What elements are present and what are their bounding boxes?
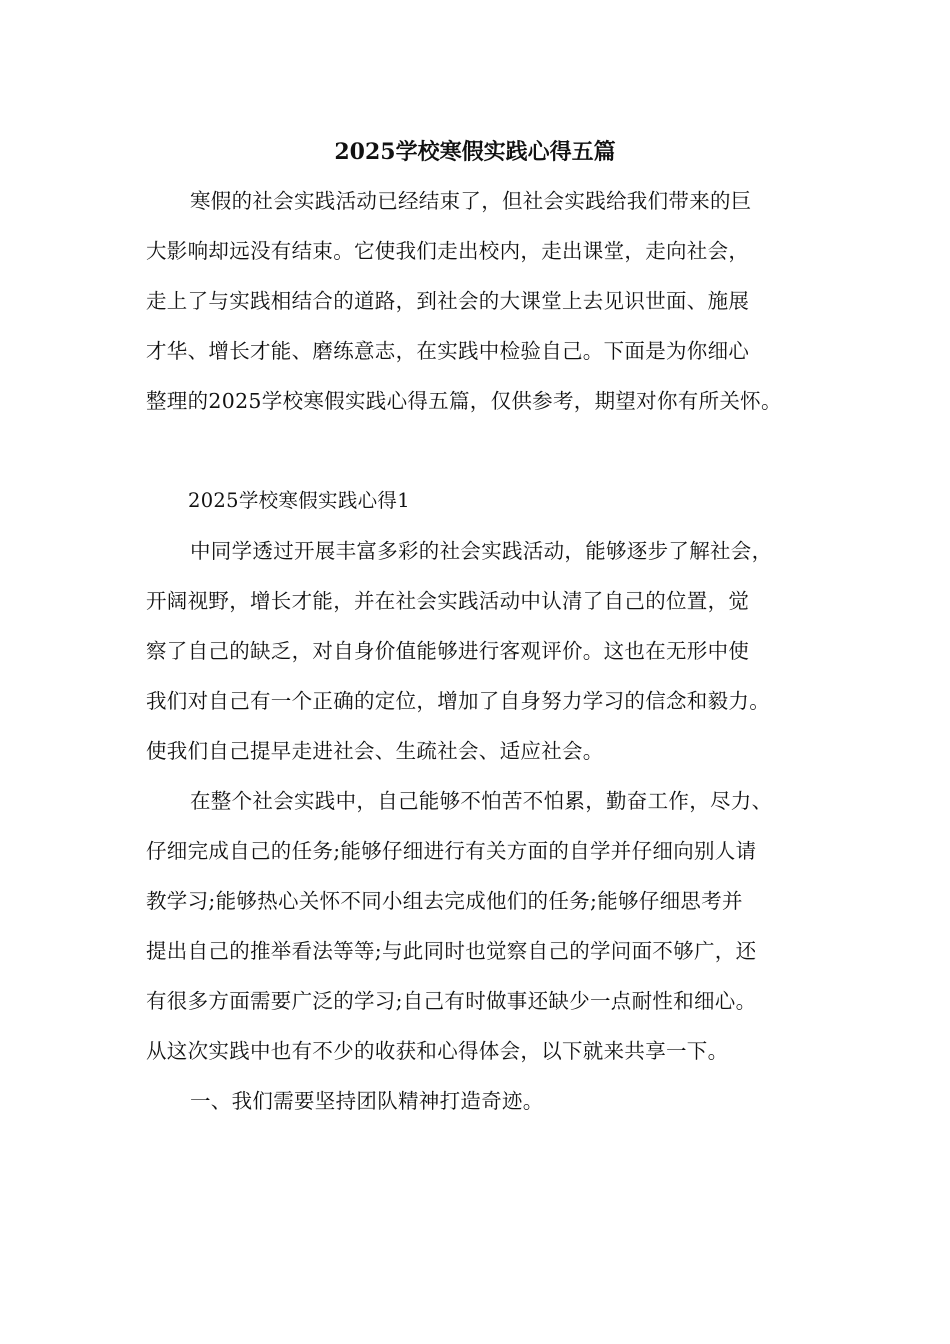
point-heading: 一、我们需要坚持团队精神打造奇迹。 [190,1089,544,1113]
intro-line: 寒假的社会实践活动已经结束了，但社会实践给我们带来的巨 [190,189,752,213]
paragraph-line: 开阔视野，增长才能，并在社会实践活动中认清了自己的位置，觉 [146,589,750,613]
intro-line: 才华、增长才能、磨练意志，在实践中检验自己。下面是为你细心 [146,339,750,363]
paragraph-line: 察了自己的缺乏，对自身价值能够进行客观评价。这也在无形中使 [146,639,750,663]
paragraph-line: 仔细完成自己的任务;能够仔细进行有关方面的自学并仔细向别人请 [146,839,757,863]
intro-line: 大影响却远没有结束。它使我们走出校内，走出课堂，走向社会， [146,239,750,263]
section-heading: 2025学校寒假实践心得1 [188,489,410,512]
paragraph-line: 使我们自己提早走进社会、生疏社会、适应社会。 [146,739,604,763]
paragraph-line: 提出自己的推举看法等等;与此同时也觉察自己的学问面不够广，还 [146,939,757,963]
intro-line: 整理的2025学校寒假实践心得五篇，仅供参考，期望对你有所关怀。 [146,389,782,413]
paragraph-line: 教学习;能够热心关怀不同小组去完成他们的任务;能够仔细思考并 [146,889,743,913]
paragraph-line: 在整个社会实践中，自己能够不怕苦不怕累，勤奋工作，尽力、 [190,789,773,813]
paragraph-line: 有很多方面需要广泛的学习;自己有时做事还缺少一点耐性和细心。 [146,989,757,1013]
document-title: 2025学校寒假实践心得五篇 [334,139,616,165]
intro-line: 走上了与实践相结合的道路，到社会的大课堂上去见识世面、施展 [146,289,750,313]
paragraph-line: 从这次实践中也有不少的收获和心得体会，以下就来共享一下。 [146,1039,729,1063]
paragraph-line: 我们对自己有一个正确的定位，增加了自身努力学习的信念和毅力。 [146,689,770,713]
paragraph-line: 中同学透过开展丰富多彩的社会实践活动，能够逐步了解社会， [190,539,773,563]
